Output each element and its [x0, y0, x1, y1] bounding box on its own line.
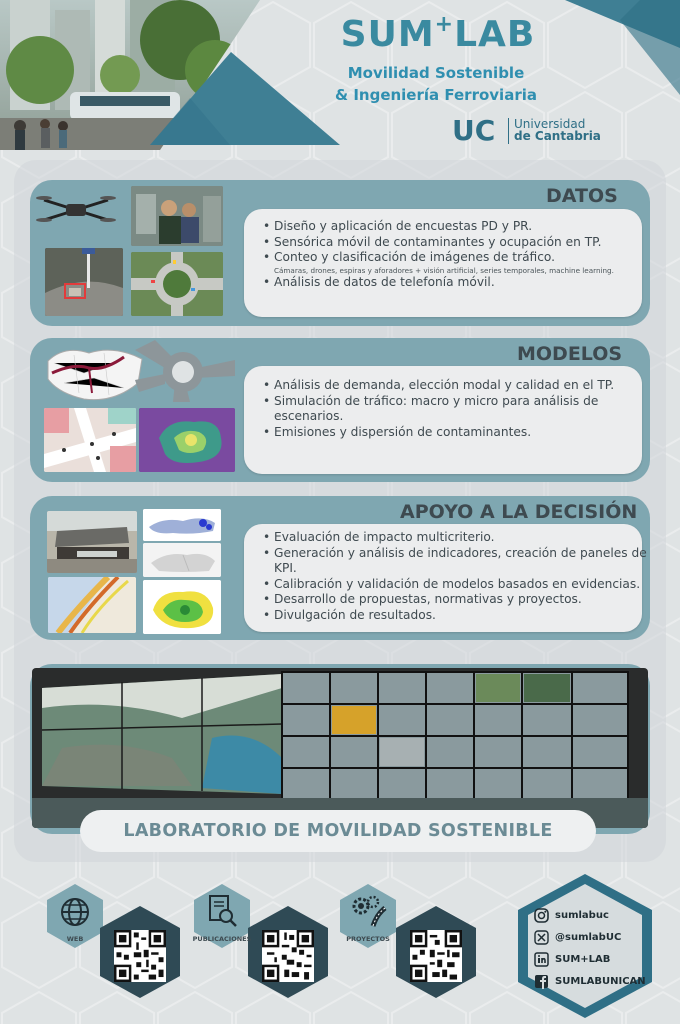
- card-datos: [244, 209, 642, 317]
- social-x[interactable]: [534, 926, 646, 948]
- apoyo-item-3: • Calibración y validación de modelos basados en evidencias.: [274, 577, 649, 593]
- apoyo-item-2: • Generación y análisis de indicadores, creación de paneles de KPI.: [274, 546, 649, 577]
- linkedin-icon: [534, 952, 549, 967]
- modelos-item-1: • Análisis de demanda, elección modal y calidad en el TP.: [274, 378, 634, 394]
- datos-item-4: • Análisis de datos de telefonía móvil.: [274, 275, 649, 291]
- indicator-map-image: [143, 509, 221, 541]
- university-line-2: de Cantabria: [514, 129, 601, 143]
- web-link-label[interactable]: WEB: [66, 935, 84, 943]
- datos-item-1: • Diseño y aplicación de encuestas PD y PR.: [274, 219, 649, 235]
- traffic-camera-photo: [45, 248, 123, 316]
- card-apoyo: [244, 524, 647, 632]
- datos-item-2: • Sensórica móvil de contaminantes y ocupación en TP.: [274, 235, 649, 251]
- microsimulation-image: [44, 408, 136, 472]
- instagram-icon: [534, 908, 549, 923]
- heatmap-city-image: [143, 580, 221, 634]
- control-room-photo: [32, 668, 648, 828]
- dispersion-map-image: [139, 408, 235, 472]
- section-title-apoyo: APOYO A LA DECISIÓN: [400, 501, 638, 523]
- university-line-1: Universidad: [514, 117, 586, 131]
- bus-sensor-photo: [131, 186, 223, 246]
- x-handle: @sumlabUC: [555, 931, 622, 943]
- brand-title: [318, 14, 558, 55]
- network-map-image: [44, 343, 146, 407]
- gears-road-icon[interactable]: [351, 894, 387, 928]
- social-instagram[interactable]: [534, 904, 646, 926]
- facebook-icon: [534, 974, 549, 989]
- brand-name-left: SUM: [340, 14, 435, 55]
- brand-subtitle-2: & Ingeniería Ferroviaria: [335, 86, 537, 104]
- publications-qr-code[interactable]: [262, 930, 314, 982]
- roundabout-model-image: [135, 340, 235, 402]
- university-name: [514, 118, 601, 142]
- document-search-icon[interactable]: [206, 894, 238, 928]
- brand-name-right: LAB: [454, 14, 536, 55]
- datos-item-3-text: Conteo y clasificación de imágenes de tráfico.: [274, 250, 556, 264]
- linkedin-handle: SUM+LAB: [555, 953, 611, 965]
- social-facebook[interactable]: [534, 970, 646, 992]
- datos-item-3: [274, 250, 649, 275]
- x-icon: [534, 930, 549, 945]
- drone-image: [36, 190, 116, 230]
- zoning-map-image: [143, 543, 221, 577]
- heatmap-corridor-image: [48, 577, 136, 633]
- globe-icon[interactable]: [59, 896, 91, 928]
- datos-item-3-note: Cámaras, drones, espiras y aforadores + visión artificial, series temporales, machine learning.: [274, 265, 614, 275]
- modelos-item-2: • Simulación de tráfico: macro y micro para análisis de escenarios.: [274, 394, 634, 425]
- facebook-handle: SUMLABUNICAN: [555, 975, 646, 987]
- lab-banner: LABORATORIO DE MOVILIDAD SOSTENIBLE: [80, 810, 596, 852]
- section-title-modelos: MODELOS: [517, 343, 623, 365]
- social-list: [534, 904, 646, 992]
- apoyo-item-1: • Evaluación de impacto multicriterio.: [274, 530, 649, 546]
- apoyo-item-5: • Divulgación de resultados.: [274, 608, 649, 624]
- station-render-image: [47, 511, 137, 573]
- projects-link-label[interactable]: PROYECTOS: [346, 935, 390, 943]
- publications-link-label[interactable]: PUBLICACIONES: [192, 935, 252, 943]
- social-linkedin[interactable]: [534, 948, 646, 970]
- projects-qr-code[interactable]: [410, 930, 462, 982]
- university-logo: UC: [452, 114, 496, 147]
- brand-subtitle-1: Movilidad Sostenible: [347, 64, 525, 82]
- card-modelos: [244, 366, 642, 474]
- apoyo-item-4: • Desarrollo de propuestas, normativas y proyectos.: [274, 592, 649, 608]
- university-divider: [508, 118, 509, 144]
- section-title-datos: DATOS: [546, 185, 618, 207]
- modelos-item-3: • Emisiones y dispersión de contaminantes.: [274, 425, 634, 441]
- roundabout-aerial-photo: [131, 252, 223, 316]
- web-qr-code[interactable]: [114, 930, 166, 982]
- brand-plus: +: [434, 12, 455, 37]
- instagram-handle: sumlabuc: [555, 909, 609, 921]
